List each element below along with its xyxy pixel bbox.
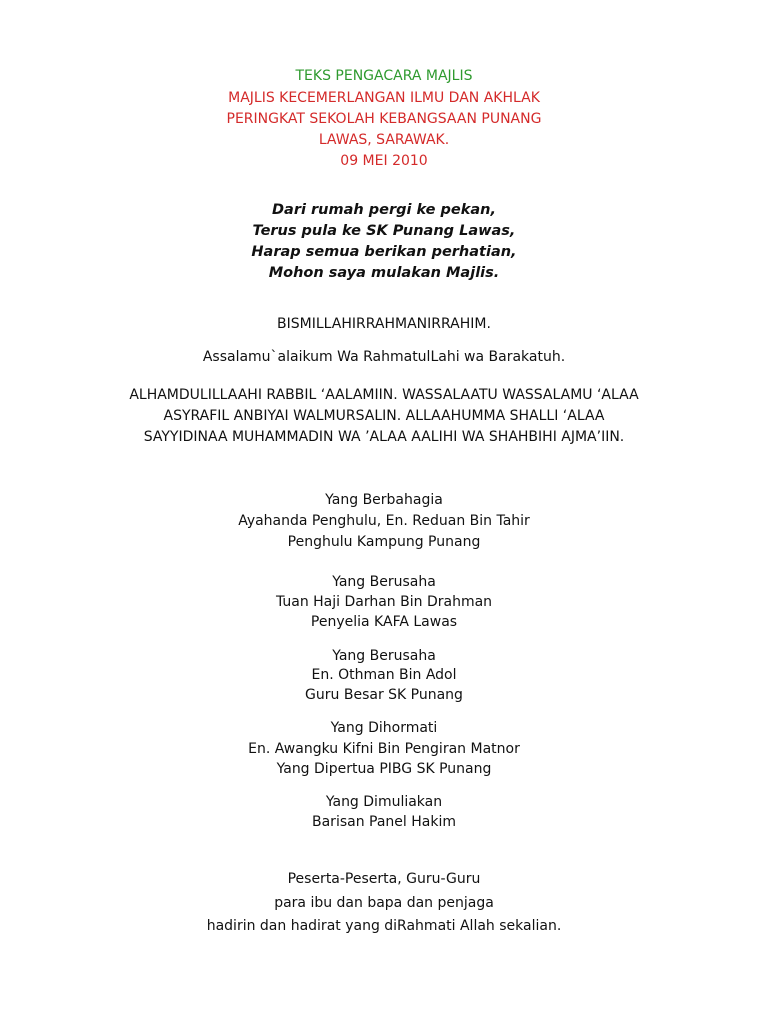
doa-line-3: SAYYIDINAA MUHAMMADIN WA ’ALAA AALIHI WA SHAHBIHI AJMA’IIN. — [143, 429, 625, 445]
closing-line-3: hadirin dan hadirat yang diRahmati Allah sekalian. — [206, 918, 562, 934]
event-line-2: PERINGKAT SEKOLAH KEBANGSAAN PUNANG — [226, 111, 542, 127]
salutation-2-name: Tuan Haji Darhan Bin Drahman — [275, 594, 493, 610]
salutation-1-title: Yang Berbahagia — [325, 492, 443, 508]
event-line-3: LAWAS, SARAWAK. — [318, 132, 450, 148]
salutation-1-role: Penghulu Kampung Punang — [287, 534, 481, 550]
event-date: 09 MEI 2010 — [340, 153, 428, 169]
doa-line-2: ASYRAFIL ANBIYAI WALMURSALIN. ALLAAHUMMA SHALLI ‘ALAA — [163, 408, 605, 424]
salutation-2-role: Penyelia KAFA Lawas — [310, 614, 458, 630]
document-title: TEKS PENGACARA MAJLIS — [295, 68, 473, 84]
poem-line-3: Harap semua berikan perhatian, — [251, 244, 517, 260]
salutation-2-title: Yang Berusaha — [332, 574, 436, 590]
salam-text: Assalamu`alaikum Wa RahmatulLahi wa Barakatuh. — [202, 349, 566, 365]
doa-line-1: ALHAMDULILLAAHI RABBIL ‘AALAMIIN. WASSALAATU WASSALAMU ‘ALAA — [129, 387, 639, 403]
salutation-3-title: Yang Berusaha — [332, 648, 436, 664]
closing-line-2: para ibu dan bapa dan penjaga — [274, 895, 494, 911]
salutation-1-name: Ayahanda Penghulu, En. Reduan Bin Tahir — [238, 513, 530, 529]
salutation-4-role: Yang Dipertua PIBG SK Punang — [276, 761, 492, 777]
salutation-5-name: Barisan Panel Hakim — [312, 814, 456, 830]
poem-line-1: Dari rumah pergi ke pekan, — [272, 202, 496, 218]
salutation-5-title: Yang Dimuliakan — [325, 794, 443, 810]
salutation-4-title: Yang Dihormati — [330, 720, 438, 736]
salutation-4-name: En. Awangku Kifni Bin Pengiran Matnor — [248, 741, 520, 757]
poem-line-2: Terus pula ke SK Punang Lawas, — [252, 223, 516, 239]
salutation-3-role: Guru Besar SK Punang — [305, 687, 463, 703]
event-line-1: MAJLIS KECEMERLANGAN ILMU DAN AKHLAK — [228, 90, 540, 106]
closing-line-1: Peserta-Peserta, Guru-Guru — [287, 871, 481, 887]
salutation-3-name: En. Othman Bin Adol — [311, 667, 457, 683]
bismillah-text: BISMILLAHIRRAHMANIRRAHIM. — [277, 316, 491, 332]
poem-line-4: Mohon saya mulakan Majlis. — [268, 265, 500, 281]
